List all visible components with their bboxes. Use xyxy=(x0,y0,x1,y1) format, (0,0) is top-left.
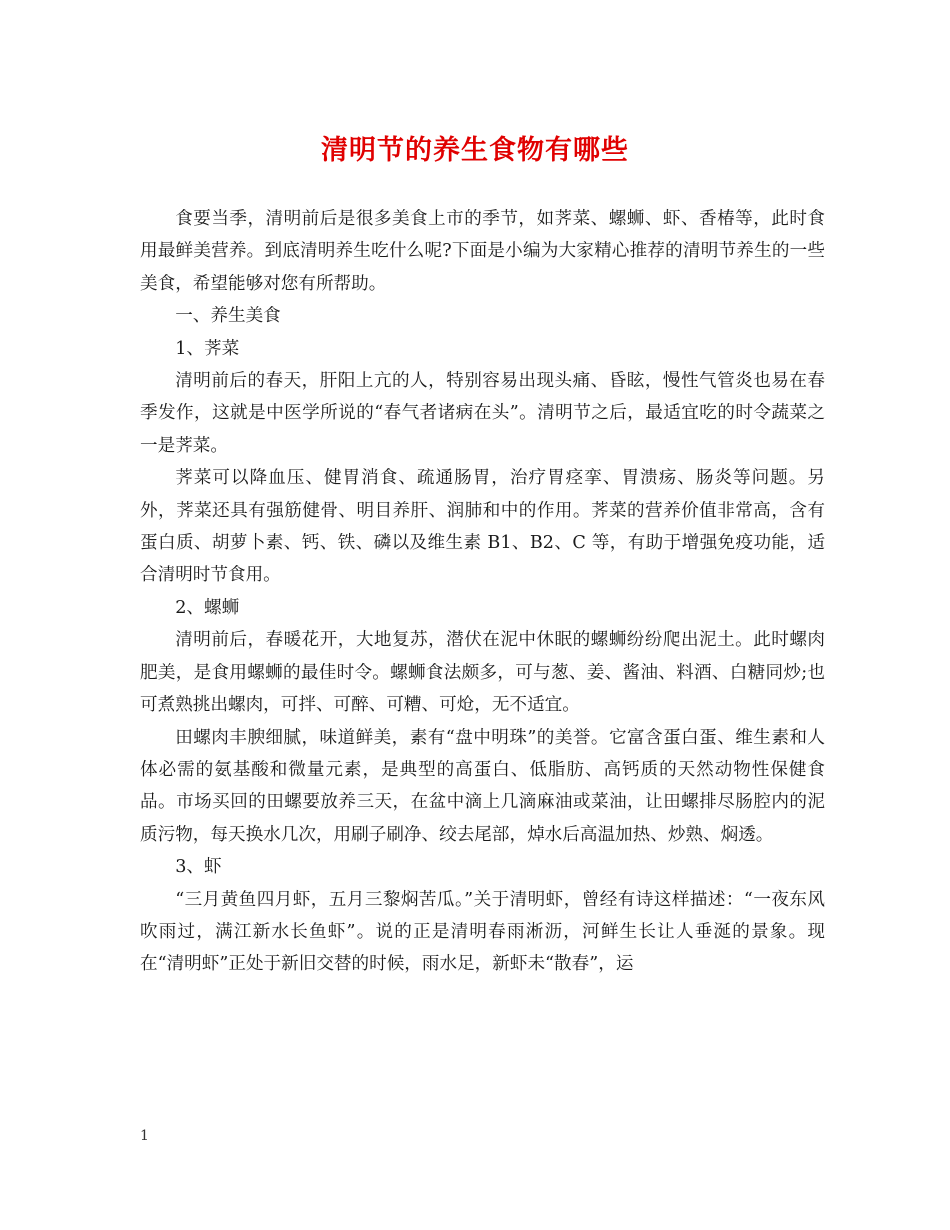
subsection-heading: 3、虾 xyxy=(175,857,222,878)
intro-paragraph: 食要当季，清明前后是很多美食上市的季节，如荠菜、螺蛳、虾、香椿等，此时食用最鲜美营养。到底清明养生吃什么呢?下面是小编为大家精心推荐的清明节养生的一些美食，希望能够对您有所帮助。 xyxy=(140,209,825,294)
section-heading: 一、养生美食 xyxy=(175,306,281,327)
article-body xyxy=(140,203,825,981)
body-paragraph: 清明前后的春天，肝阳上亢的人，特别容易出现头痛、昏眩，慢性气管炎也易在春季发作，这就是中医学所说的“春气者诸病在头”。清明节之后，最适宜吃的时令蔬菜之一是荠菜。 xyxy=(140,371,825,456)
body-paragraph: 荠菜可以降血压、健胃消食、疏通肠胃，治疗胃痉挛、胃溃疡、肠炎等问题。另外，荠菜还具有强筋健骨、明目养肝、润肺和中的作用。荠菜的营养价值非常高，含有蛋白质、胡萝卜素、钙、铁、磷以及维生素 B1、B2、C 等，有助于增强免疫功能，适合清明时节食用。 xyxy=(140,468,825,586)
page-number: 1 xyxy=(140,1128,149,1144)
page-title: 清明节的养生食物有哪些 xyxy=(321,135,629,166)
body-paragraph: 清明前后，春暖花开，大地复苏，潜伏在泥中休眠的螺蛳纷纷爬出泥土。此时螺肉肥美，是食用螺蛳的最佳时令。螺蛳食法颇多，可与葱、姜、酱油、料酒、白糖同炒;也可煮熟挑出螺肉，可拌、可醉、可糟、可炝，无不适宜。 xyxy=(140,630,825,716)
subsection-heading: 2、螺蛳 xyxy=(175,597,240,618)
body-paragraph: “三月黄鱼四月虾，五月三黎焖苦瓜。”关于清明虾，曾经有诗这样描述：“一夜东风吹雨过，满江新水长鱼虾”。说的正是清明春雨淅沥，河鲜生长让人垂涎的景象。现在“清明虾”正处于新旧交替的时候，雨水足，新虾未“散春”，运 xyxy=(140,889,825,975)
body-paragraph: 田螺肉丰腴细腻，味道鲜美，素有“盘中明珠”的美誉。它富含蛋白蛋、维生素和人体必需的氨基酸和微量元素，是典型的高蛋白、低脂肪、高钙质的天然动物性保健食品。市场买回的田螺要放养三天，在盆中滴上几滴麻油或菜油，让田螺排尽肠腔内的泥质污物，每天换水几次，用刷子刷净、绞去尾部，焯水后高温加热、炒熟、焖透。 xyxy=(140,727,825,845)
subsection-heading: 1、荠菜 xyxy=(175,338,240,359)
